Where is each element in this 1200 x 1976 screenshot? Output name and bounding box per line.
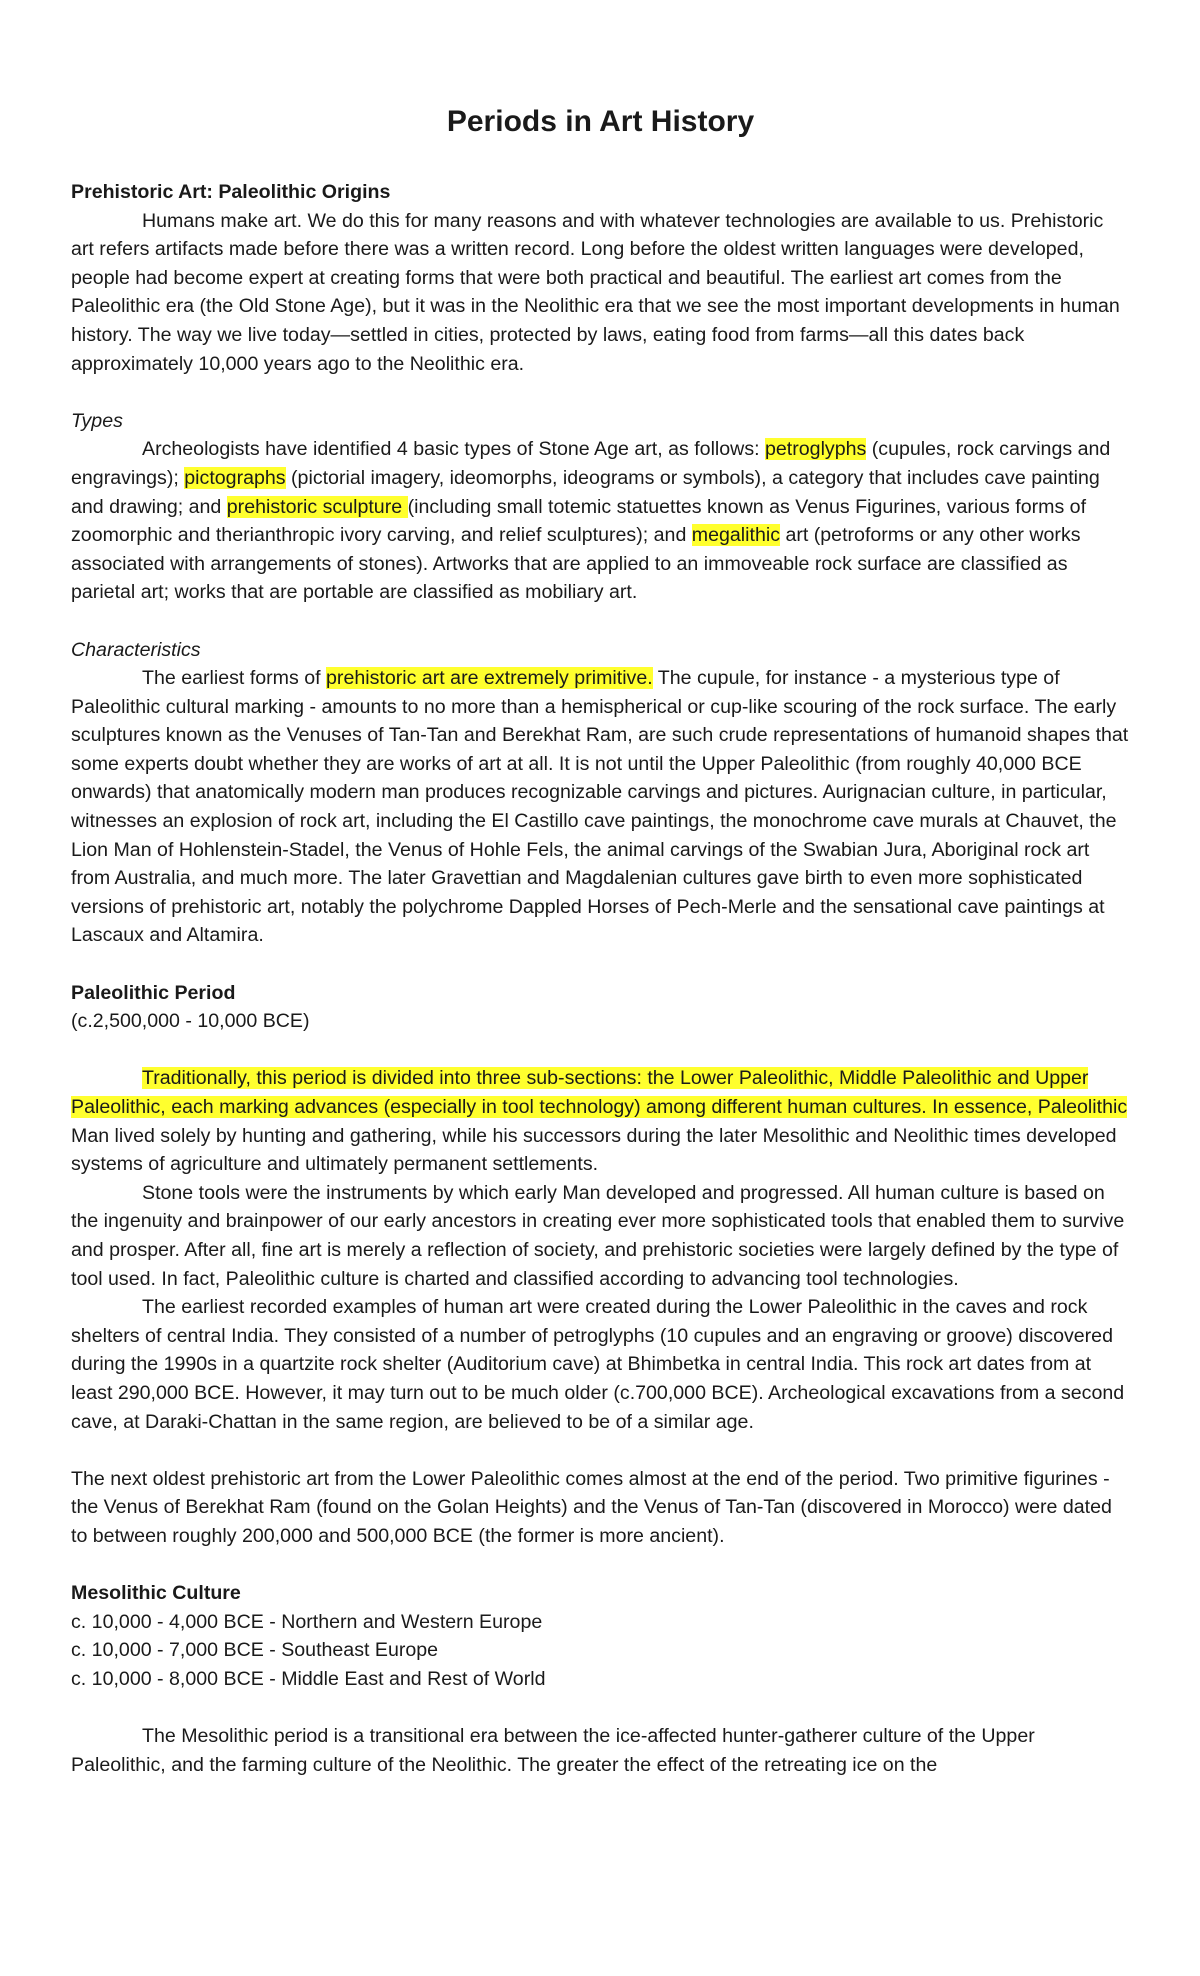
spacer: [71, 1436, 1130, 1465]
highlight-traditionally: Traditionally, this period is divided into three sub-sections: the Lower Paleolithic, Middle Paleolithic and Upper Paleolithic, each marking advances (especially in tool technology) among different human cultures. In essence, Paleolithic: [71, 1067, 1128, 1118]
mesolithic-date-line: c. 10,000 - 8,000 BCE - Middle East and Rest of World: [71, 1667, 546, 1690]
paleolithic-paragraph-1: [71, 1064, 1130, 1178]
text-run: The cupule, for instance - a mysterious type of Paleolithic cultural marking - amounts to no more than a hemispherical or cup-like scouring of the rock surface. The early sculptures known as the Venuses of Tan-Tan and Berekhat Ram, are such crude representations of humanoid shapes that some experts doubt whether they are works of art at all. It is not until the Upper Paleolithic (from roughly 40,000 BCE onwards) that anatomically modern man produces recognizable carvings and pictures. Aurignacian culture, in particular, witnesses an explosion of rock art, including the El Castillo cave paintings, the monochrome cave murals at Chauvet, the Lion Man of Hohlenstein-Stadel, the Venus of Hohle Fels, the animal carvings of the Swabian Jura, Aboriginal rock art from Australia, and much more. The later Gravettian and Magdalenian cultures gave birth to even more sophisticated versions of prehistoric art, notably the polychrome Dappled Horses of Pech-Merle and the sensational cave paintings at Lascaux and Altamira.: [71, 667, 1129, 947]
highlight-pictographs: pictographs: [184, 466, 286, 489]
spacer: [71, 1693, 1130, 1722]
types-paragraph: [71, 435, 1130, 607]
highlight-megalithic: megalithic: [691, 524, 780, 547]
characteristics-paragraph: [71, 664, 1130, 950]
text-run: (including small totemic statuettes known as Venus Figurines, various forms of zoomorphic and therianthropic ivory carving, and relief sculptures); and: [71, 495, 1087, 547]
highlight-primitive: prehistoric art are extremely primitive.: [326, 667, 653, 690]
text-run: (cupules, rock carvings and engravings);: [71, 438, 1111, 489]
highlight-prehistoric-sculpture: prehistoric sculpture: [226, 495, 408, 518]
spacer: [71, 1551, 1130, 1580]
text-run: art (petroforms or any other works associated with arrangements of stones). Artworks that are applied to an immoveable rock surface are classified as parietal art; works that are portable are classified as mobiliary art.: [71, 524, 1081, 604]
mesolithic-paragraph: The Mesolithic period is a transitional era between the ice-affected hunter-gatherer culture of the Upper Paleolithic, and the farming culture of the Neolithic. The greater the effect of the retreating ice on the: [71, 1725, 1035, 1776]
text-run: Man lived solely by hunting and gathering, while his successors during the later Mesolithic and Neolithic times developed systems of agriculture and ultimately permanent settlements.: [71, 1124, 1117, 1176]
paleolithic-paragraph-4: The next oldest prehistoric art from the Lower Paleolithic comes almost at the end of the period. Two primitive figurines - the Venus of Berekhat Ram (found on the Golan Heights) and the Venus of Tan-Tan (discovered in Morocco) were dated to between roughly 200,000 and 500,000 BCE (the former is more ancient).: [71, 1467, 1112, 1547]
spacer: [71, 378, 1130, 407]
mesolithic-date-line: c. 10,000 - 4,000 BCE - Northern and Western Europe: [71, 1610, 543, 1633]
prehistoric-paragraph: Humans make art. We do this for many reasons and with whatever technologies are available to us. Prehistoric art refers artifacts made before there was a written record. Long before the oldest written languages were developed, people had become expert at creating forms that were both practical and beautiful. The earliest art comes from the Paleolithic era (the Old Stone Age), but it was in the Neolithic era that we see the most important developments in human history. The way we live today—settled in cities, protected by laws, eating food from farms—all this dates back approximately 10,000 years ago to the Neolithic era.: [71, 209, 1120, 375]
paleolithic-paragraph-3: The earliest recorded examples of human art were created during the Lower Paleolithic in the caves and rock shelters of central India. They consisted of a number of petroglyphs (10 cupules and an engraving or groove) discovered during the 1990s in a quartzite rock shelter (Auditorium cave) at Bhimbetka in central India. This rock art dates from at least 290,000 BCE. However, it may turn out to be much older (c.700,000 BCE). Archeological excavations from a second cave, at Daraki-Chattan in the same region, are believed to be of a similar age.: [71, 1296, 1125, 1433]
section-heading-mesolithic: Mesolithic Culture: [71, 1582, 241, 1605]
text-run: The earliest forms of: [142, 667, 327, 690]
mesolithic-date-line: c. 10,000 - 7,000 BCE - Southeast Europe: [71, 1639, 439, 1662]
spacer: [71, 1036, 1130, 1065]
subheading-types: Types: [71, 409, 123, 432]
paleolithic-paragraph-2: Stone tools were the instruments by which early Man developed and progressed. All human culture is based on the ingenuity and brainpower of our early ancestors in creating ever more sophisticated tools that enabled them to survive and prosper. After all, fine art is merely a reflection of society, and prehistoric societies were largely defined by the type of tool used. In fact, Paleolithic culture is charted and classified according to advancing tool technologies.: [71, 1181, 1125, 1290]
spacer: [71, 950, 1130, 979]
page-title: Periods in Art History: [446, 105, 755, 138]
subheading-characteristics: Characteristics: [71, 638, 201, 661]
spacer: [71, 607, 1130, 636]
highlight-petroglyphs: petroglyphs: [765, 438, 867, 461]
paleolithic-dates: (c.2,500,000 - 10,000 BCE): [71, 1010, 310, 1033]
text-run: Archeologists have identified 4 basic types of Stone Age art, as follows:: [142, 438, 766, 461]
section-heading-paleolithic: Paleolithic Period: [71, 981, 236, 1004]
section-heading-prehistoric-art: Prehistoric Art: Paleolithic Origins: [71, 181, 391, 203]
text-run: (pictorial imagery, ideomorphs, ideograms or symbols), a category that includes cave painting and drawing; and: [71, 466, 1100, 518]
